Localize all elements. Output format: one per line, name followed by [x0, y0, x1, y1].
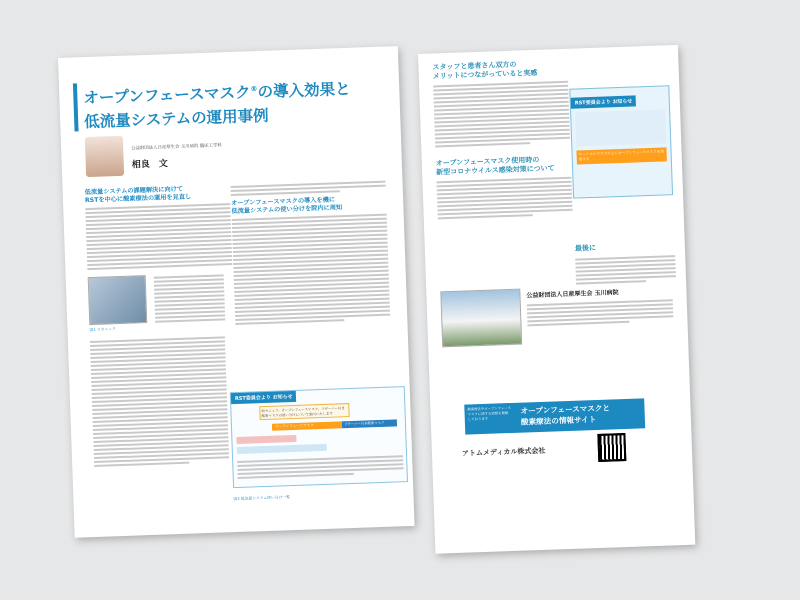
back-notice-box: [569, 85, 673, 198]
banner-title-line2: 酸素療法の情報サイト: [520, 415, 597, 427]
back-notice-image: [575, 109, 666, 146]
back-notice-tag: RST委員会より お知らせ: [571, 95, 637, 108]
back-heading-2b: 新型コロナウイルス感染対策について: [436, 164, 555, 177]
author-affiliation: 公益財団法人日産厚生会 玉川病院 臨床工学科: [131, 143, 222, 152]
back-heading-3: 最後に: [574, 243, 597, 253]
back-page: [418, 45, 695, 554]
title-line-1-tail: の導入効果と: [257, 79, 351, 102]
author-name: 相良 文: [131, 159, 168, 171]
back-heading-2a: オープンフェースマスク使用時の: [435, 155, 540, 168]
registered-mark: ®: [250, 85, 258, 94]
back-notice-label: サージカルマスクの上にオープンフェースマスクを装着する: [576, 147, 666, 164]
section1-heading-b: RSTを中心に酸素療法の運用を見直し: [84, 193, 192, 205]
back-text-block-3: [575, 253, 676, 286]
usage-diagram: [230, 386, 408, 488]
section2-text: [232, 214, 391, 325]
author-photo: [85, 136, 124, 177]
diagram-mask-bar: オープンフェースマスク: [272, 421, 342, 430]
banner-title: [520, 403, 610, 428]
section1-heading-a: 低流量システムの課題解決に向けて: [84, 185, 184, 197]
diagram-notes: [237, 453, 404, 481]
front-page: [58, 46, 415, 538]
qr-code-icon[interactable]: [597, 433, 626, 462]
back-text-block-2: [436, 177, 572, 220]
diagram-tag: RST委員会より お知らせ: [231, 391, 297, 404]
info-site-banner[interactable]: [464, 398, 645, 434]
title-line-2: 低流量システムの運用事例: [83, 106, 269, 132]
figure-caption: 図2 低流量システム使い分け一覧: [233, 494, 290, 502]
page-title: [83, 74, 352, 134]
brand-name: アトムメディカル株式会社: [461, 446, 546, 458]
diagram-header-note: 新カニュラ、オープンフェースマスク、リザーバー付き酸素マスクの使い分けについて案内いたします: [259, 403, 349, 420]
left-column-wrap-text: [154, 272, 226, 324]
banner-subtext: 酸素療法やオープンフェースマスクに関する情報を掲載しております: [467, 405, 511, 422]
diagram-bar-1: [236, 435, 296, 444]
title-line-1-main: オープンフェースマスク: [83, 83, 251, 108]
back-text-block-1: [433, 81, 570, 148]
photo-caption: 図1 ロカニック: [89, 326, 116, 333]
left-column-lower-text: [90, 334, 229, 469]
section2-heading-a: オープンフェースマスクの導入を機に: [231, 196, 336, 208]
back-heading-1a: スタッフと患者さん双方の: [432, 60, 517, 72]
diagram-bar-2: [237, 444, 327, 454]
section1-text: [85, 203, 232, 270]
diagram-reservoir-bar: リザーバー付き酸素マスク: [342, 419, 397, 428]
right-column: [231, 179, 391, 327]
section2-heading-b: 低流量システムの使い分けを院内に周知: [231, 204, 343, 216]
hospital-photo: [440, 289, 522, 348]
cannula-photo: [88, 275, 148, 325]
back-heading-1b: メリットにつながっていると実感: [432, 68, 538, 81]
hospital-name: 公益財団法人日産厚生会 玉川病院: [526, 289, 619, 300]
left-column: [85, 184, 233, 272]
hospital-text: [527, 297, 674, 328]
banner-title-line1: オープンフェースマスクと: [520, 403, 611, 416]
title-accent-bar: [73, 83, 79, 131]
